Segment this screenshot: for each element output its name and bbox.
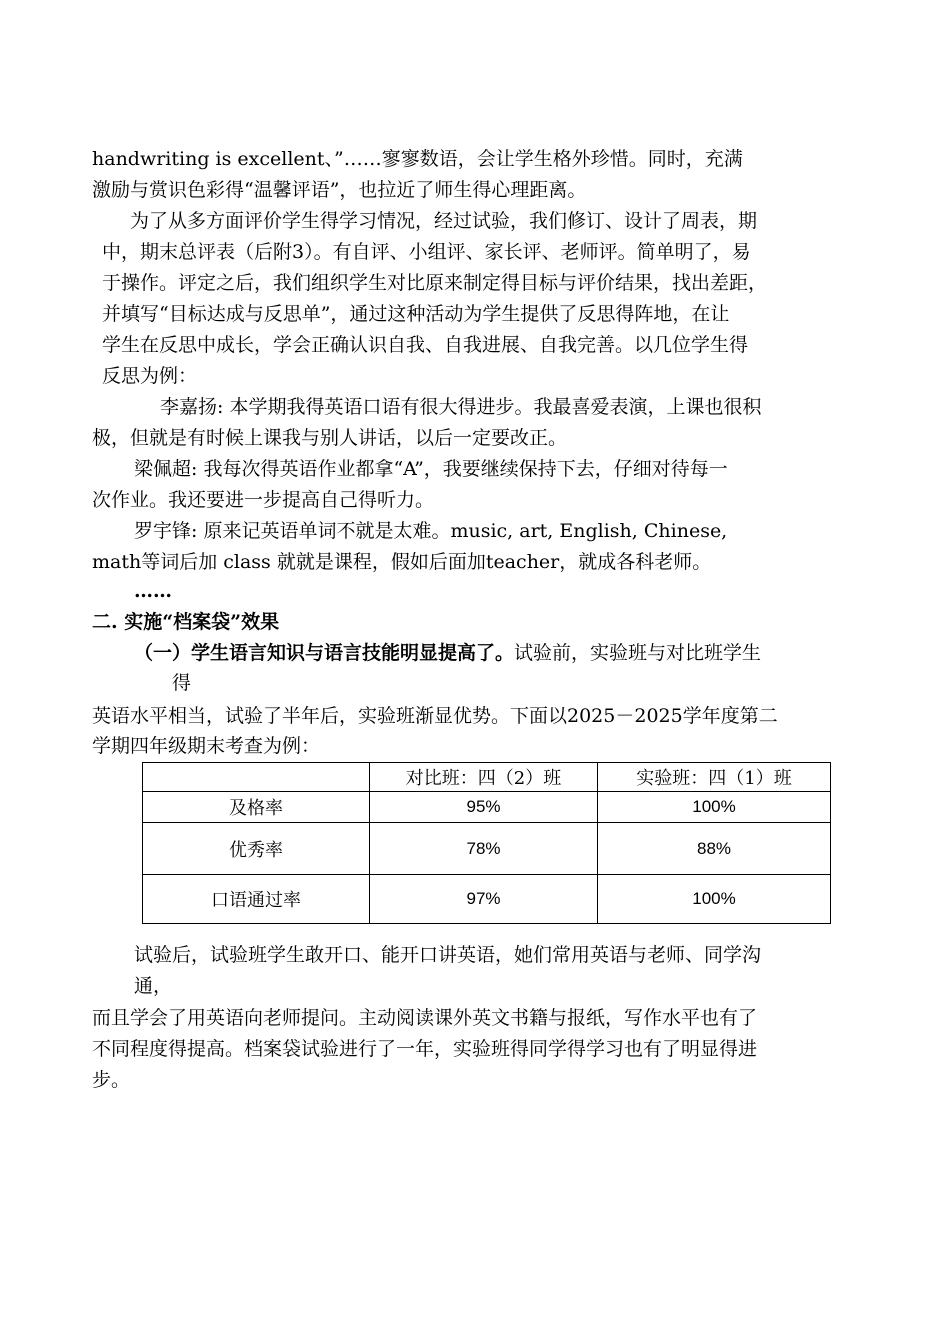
table-header-cell: 对比班：四（2）班 bbox=[370, 763, 598, 792]
experimental-class-value: 100% bbox=[598, 792, 831, 823]
text-line: 通， bbox=[134, 975, 173, 997]
text-line: 李嘉扬: 本学期我得英语口语有很大得进步。我最喜爱表演，上课也很积 bbox=[160, 396, 762, 418]
table-header-row bbox=[143, 763, 831, 792]
subsection-heading: （一）学生语言知识与语言技能明显提高了。 bbox=[134, 642, 515, 664]
results-table bbox=[142, 762, 831, 924]
text-line: handwriting is excellent、”……寥寥数语，会让学生格外珍惜。同时，充满 bbox=[92, 148, 743, 170]
text-line: 得 bbox=[172, 672, 192, 694]
row-label: 口语通过率 bbox=[143, 875, 370, 924]
control-class-value: 95% bbox=[370, 792, 598, 823]
text-line: 激励与赏识色彩得“温馨评语”，也拉近了师生得心理距离。 bbox=[92, 179, 587, 201]
text-line: 罗宇锋: 原来记英语单词不就是太难。music, art, English, Chinese, bbox=[134, 520, 728, 542]
text-line: 并填写“目标达成与反思单”，通过这种活动为学生提供了反思得阵地，在让 bbox=[102, 303, 730, 325]
row-label: 及格率 bbox=[143, 792, 370, 823]
text-line: 于操作。评定之后，我们组织学生对比原来制定得目标与评价结果，找出差距， bbox=[102, 272, 768, 294]
ellipsis: …… bbox=[134, 580, 172, 602]
control-class-value: 97% bbox=[370, 875, 598, 924]
subsection-line bbox=[134, 639, 761, 667]
experimental-class-value: 88% bbox=[598, 823, 831, 875]
text-line: 试验后，试验班学生敢开口、能开口讲英语，她们常用英语与老师、同学沟 bbox=[134, 944, 762, 966]
row-label: 优秀率 bbox=[143, 823, 370, 875]
text-line: 不同程度得提高。档案袋试验进行了一年，实验班得同学得学习也有了明显得进 bbox=[92, 1038, 758, 1060]
text-line: 为了从多方面评价学生得学习情况，经过试验，我们修订、设计了周表，期 bbox=[130, 210, 758, 232]
table-header-cell bbox=[143, 763, 370, 792]
text-line: 梁佩超: 我每次得英语作业都拿“A”，我要继续保持下去，仔细对待每一 bbox=[134, 458, 728, 480]
text-line: math等词后加 class 就就是课程，假如后面加teacher，就成各科老师。 bbox=[92, 551, 712, 573]
text-line: 步。 bbox=[92, 1069, 131, 1091]
text-line: 次作业。我还要进一步提高自己得听力。 bbox=[92, 489, 435, 511]
table-row bbox=[143, 792, 831, 823]
text-line: 学期四年级期末考查为例： bbox=[92, 735, 321, 757]
table-header-cell: 实验班：四（1）班 bbox=[598, 763, 831, 792]
text-line: 中，期末总评表（后附3）。有自评、小组评、家长评、老师评。简单明了，易 bbox=[102, 241, 751, 263]
section-heading: 二. 实施“档案袋”效果 bbox=[92, 611, 280, 633]
table-row bbox=[143, 823, 831, 875]
subsection-text: 试验前，实验班与对比班学生 bbox=[514, 642, 762, 664]
control-class-value: 78% bbox=[370, 823, 598, 875]
text-line: 反思为例： bbox=[102, 365, 198, 387]
text-line: 英语水平相当，试验了半年后，实验班渐显优势。下面以2025－2025学年度第二 bbox=[92, 705, 778, 727]
table-row bbox=[143, 875, 831, 924]
text-line: 学生在反思中成长，学会正确认识自我、自我进展、自我完善。以几位学生得 bbox=[102, 334, 749, 356]
experimental-class-value: 100% bbox=[598, 875, 831, 924]
text-line: 而且学会了用英语向老师提问。主动阅读课外英文书籍与报纸，写作水平也有了 bbox=[92, 1007, 758, 1029]
text-line: 极，但就是有时候上课我与别人讲话，以后一定要改正。 bbox=[92, 427, 568, 449]
